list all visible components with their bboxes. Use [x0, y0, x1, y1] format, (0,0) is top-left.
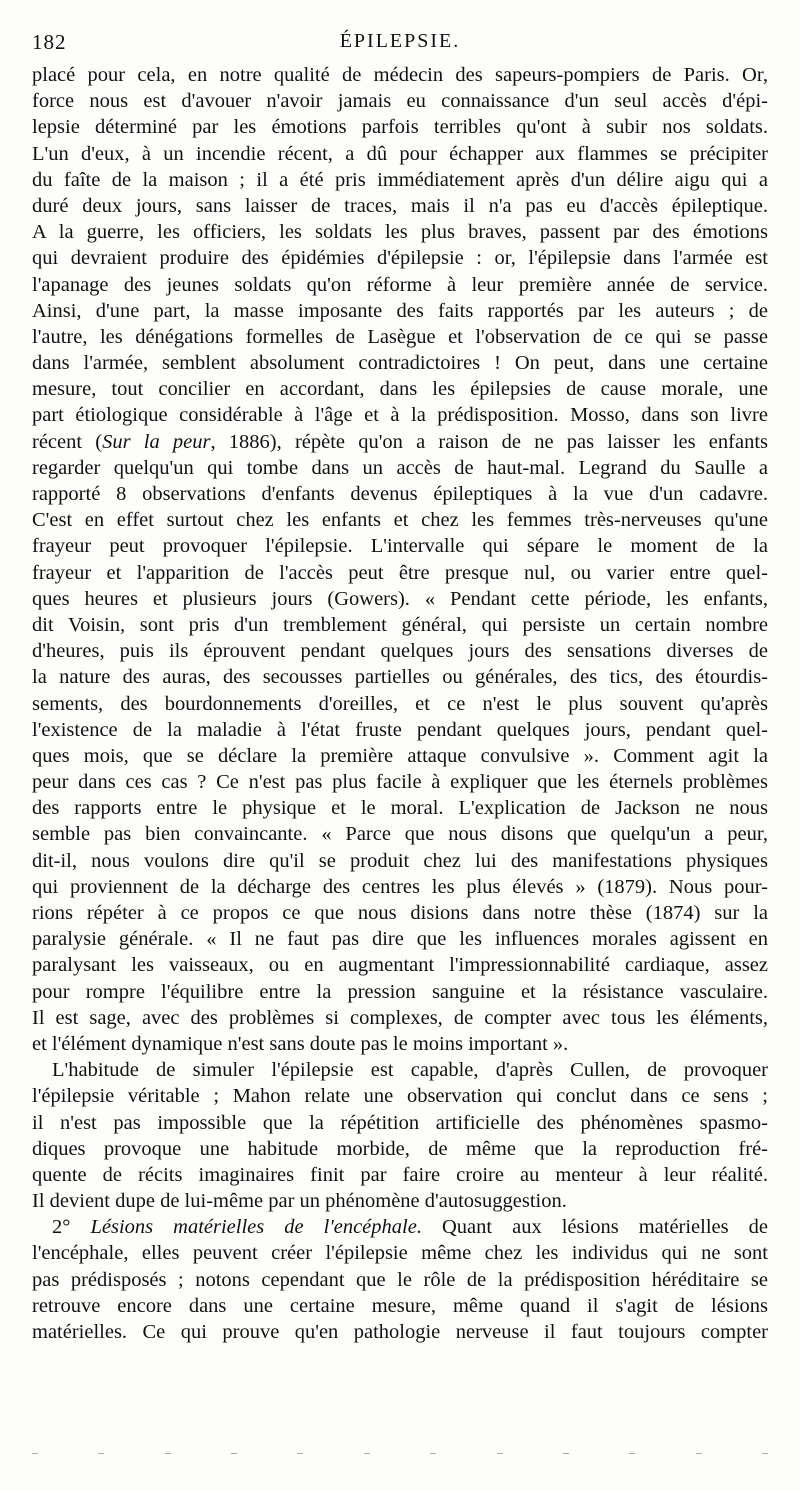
text-line: A la guerre, les officiers, les soldats les plus braves, passent par des émotions — [32, 221, 768, 244]
section-number: 2° — [52, 1216, 91, 1239]
text-line: dit Voisin, sont pris d'un tremblement général, qui persiste un certain nombre — [32, 613, 768, 636]
text-line: la nature des auras, des secousses partielles ou générales, des tics, des étourdis- — [32, 666, 768, 689]
text-line: l'existence de la maladie à l'état fruste pendant quelques jours, pendant quel- — [32, 718, 768, 741]
text-line: peur dans ces cas ? Ce n'est pas plus facile à expliquer que les éternels problèmes — [32, 771, 768, 794]
text-line: matérielles. Ce qui prouve qu'en pathologie nerveuse il faut toujours compter — [32, 1321, 768, 1343]
text-line: mesure, tout concilier en accordant, dans les épilepsies de cause morale, une — [32, 378, 768, 401]
italic-title: Sur la peur — [102, 430, 211, 453]
text-line: l'apanage des jeunes soldats qu'on réforme à leur première année de service. — [32, 273, 768, 296]
text-line: qui devraient produire des épidémies d'épilepsie : or, l'épilepsie dans l'armée est — [32, 247, 768, 270]
text-line: semble pas bien convaincante. « Parce que nous disons que quelqu'un a peur, — [32, 823, 768, 846]
text-line: lepsie déterminé par les émotions parfois terribles qu'ont à subir nos soldats. — [32, 116, 768, 139]
paragraph-end-line: Il devient dupe de lui-même par un phénomène d'autosuggestion. — [32, 1190, 567, 1213]
dash-mark — [231, 1453, 237, 1454]
text-line: l'encéphale, elles peuvent créer l'épilepsie même chez les individus qui ne sont — [32, 1242, 768, 1265]
text-line: pas prédisposés ; notons cependant que le rôle de la prédisposition héréditaire se — [32, 1268, 768, 1291]
running-head — [32, 30, 768, 60]
text-line: duré deux jours, sans laisser de traces, mais il n'a pas eu d'accès épileptique. — [32, 194, 768, 217]
text-line: Ainsi, d'une part, la masse imposante des faits rapportés par les auteurs ; de — [32, 299, 768, 322]
text-line: l'autre, les dénégations formelles de Lasègue et l'observation de ce qui se passe — [32, 325, 768, 348]
dash-mark — [98, 1453, 104, 1454]
section-heading: Lésions matérielles de l'encéphale. — [90, 1216, 422, 1239]
running-title: ÉPILEPSIE. — [339, 30, 461, 52]
text-line: des rapports entre le physique et le moral. L'explication de Jackson ne nous — [32, 797, 768, 820]
dash-mark — [430, 1453, 436, 1454]
text-segment: récent ( — [32, 430, 103, 453]
dash-mark — [165, 1453, 171, 1454]
text-line: quente de récits imaginaires finit par faire croire au menteur à leur réalité. — [32, 1163, 768, 1186]
text-line: il n'est pas impossible que la répétition artificielle des phénomènes spasmo- — [32, 1111, 768, 1134]
dash-mark — [497, 1453, 503, 1454]
text-line: part étiologique considérable à l'âge et à la prédisposition. Mosso, dans son livre — [32, 404, 768, 427]
text-line: force nous est d'avouer n'avoir jamais eu connaissance d'un seul accès d'épi- — [32, 90, 768, 113]
text-line: d'heures, puis ils éprouvent pendant quelques jours des sensations diverses de — [32, 640, 768, 663]
text-line: dans l'armée, semblent absolument contradictoires ! On peut, dans une certaine — [32, 352, 768, 375]
text-line: sements, des bourdonnements d'oreilles, et ce n'est le plus souvent qu'après — [32, 692, 768, 715]
text-line: frayeur et l'apparition de l'accès peut être presque nul, ou varier entre quel- — [32, 561, 768, 584]
dash-mark — [297, 1453, 303, 1454]
text-segment: Quant aux lésions matérielles de — [421, 1216, 769, 1239]
dash-mark — [629, 1453, 635, 1454]
body-text — [32, 62, 768, 1345]
text-line: du faîte de la maison ; il a été pris immédiatement après d'un délire aigu qui a — [32, 168, 768, 191]
paragraph-end-line: et l'élément dynamique n'est sans doute pas le moins important ». — [32, 1032, 569, 1055]
text-line: l'épilepsie véritable ; Mahon relate une observation qui conclut dans ce sens ; — [32, 1085, 768, 1108]
text-line: ques heures et plusieurs jours (Gowers). « Pendant cette période, les enfants, — [32, 587, 768, 610]
scan-artifact-dashes — [32, 1448, 768, 1458]
text-line: Il est sage, avec des problèmes si complexes, de compter avec tous les éléments, — [32, 1006, 768, 1029]
text-segment: , 1886), répète qu'on a raison de ne pas laisser les enfants — [210, 430, 768, 453]
text-line: C'est en effet surtout chez les enfants et chez les femmes très-nerveuses qu'une — [32, 509, 768, 532]
text-line: L'un d'eux, à un incendie récent, a dû pour échapper aux flammes se précipiter — [32, 142, 768, 165]
dash-mark — [696, 1453, 702, 1454]
section-heading-line — [32, 1214, 768, 1240]
text-line: frayeur peut provoquer l'épilepsie. L'intervalle qui sépare le moment de la — [32, 535, 768, 558]
text-line: dit-il, nous voulons dire qu'il se produit chez lui des manifestations physiques — [32, 849, 768, 872]
text-line: rions répéter à ce propos ce que nous disions dans notre thèse (1874) sur la — [32, 902, 768, 924]
page-number: 182 — [32, 30, 67, 54]
dash-mark — [563, 1453, 569, 1454]
text-line: ques mois, que se déclare la première attaque convulsive ». Comment agit la — [32, 744, 768, 767]
text-line: paralysie générale. « Il ne faut pas dire que les influences morales agissent en — [32, 928, 768, 951]
dash-mark — [32, 1453, 38, 1454]
paragraph-start-line: L'habitude de simuler l'épilepsie est capable, d'après Cullen, de provoquer — [52, 1059, 768, 1082]
text-line — [32, 429, 768, 455]
dash-mark — [762, 1453, 768, 1454]
text-line: qui proviennent de la décharge des centres les plus élevés » (1879). Nous pour- — [32, 875, 768, 898]
text-line: paralysant les vaisseaux, ou en augmentant l'impressionnabilité cardiaque, assez — [32, 954, 768, 977]
dash-mark — [364, 1453, 370, 1454]
text-line: regarder quelqu'un qui tombe dans un accès de haut-mal. Legrand du Saulle a — [32, 456, 768, 479]
text-line: diques provoque une habitude morbide, de même que la reproduction fré- — [32, 1137, 768, 1160]
text-line: pour rompre l'équilibre entre la pression sanguine et la résistance vasculaire. — [32, 980, 768, 1003]
text-line: rapporté 8 observations d'enfants devenus épileptiques à la vue d'un cadavre. — [32, 483, 768, 505]
text-line: placé pour cela, en notre qualité de médecin des sapeurs-pompiers de Paris. Or, — [32, 64, 768, 86]
text-line: retrouve encore dans une certaine mesure, même quand il s'agit de lésions — [32, 1294, 768, 1317]
